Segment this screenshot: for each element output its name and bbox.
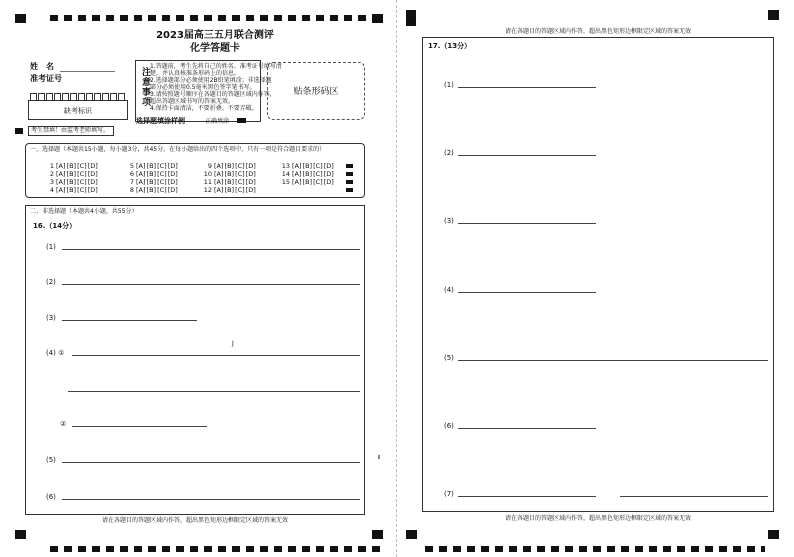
- answer-line[interactable]: [458, 223, 596, 224]
- notice-line: 超出答题区域书写的答案无效。: [150, 98, 235, 105]
- mc-question-number: 7: [129, 178, 134, 186]
- answer-line[interactable]: [72, 426, 207, 427]
- mc-option-bubble[interactable]: [D]: [87, 178, 98, 186]
- mc-option-bubble[interactable]: [A]: [214, 162, 224, 170]
- mc-option-bubble[interactable]: [D]: [167, 178, 178, 186]
- mc-option-bubble[interactable]: [B]: [146, 178, 157, 186]
- barcode-area: [267, 62, 365, 120]
- corner-mark: [15, 14, 26, 23]
- mc-question-number: 2: [49, 170, 54, 178]
- fill-example-mark: [237, 118, 246, 123]
- page-divider: [396, 0, 397, 557]
- absent-note-box: [28, 126, 114, 136]
- mc-option-bubble[interactable]: [D]: [323, 178, 334, 186]
- mc-option-bubble[interactable]: [C]: [157, 170, 167, 178]
- mc-option-bubble[interactable]: [B]: [146, 162, 157, 170]
- mc-question-row: [124, 178, 179, 186]
- mc-option-bubble[interactable]: [A]: [136, 178, 146, 186]
- q17-item-6: (6): [444, 422, 454, 430]
- mc-option-bubble[interactable]: [A]: [56, 162, 66, 170]
- corner-mark: [372, 530, 383, 539]
- q17-item-3: (3): [444, 217, 454, 225]
- q16-item-4b: ②: [60, 420, 67, 428]
- corner-mark: [768, 530, 779, 539]
- answer-line[interactable]: [62, 462, 360, 463]
- mc-question-row: [44, 170, 99, 178]
- notice-line: 部分必须使用0.5毫米黑色签字笔书写。: [150, 84, 256, 91]
- q16-item-3: (3): [46, 314, 56, 322]
- q17-item-2: (2): [444, 149, 454, 157]
- notice-line: 2.选择题部分必须使用2B铅笔填涂；非选择题: [150, 77, 272, 84]
- mc-option-bubble[interactable]: [A]: [292, 170, 302, 178]
- q16-item-2: (2): [46, 278, 56, 286]
- mc-question-number: 1: [49, 162, 54, 170]
- notice-heading: 注意事项: [140, 67, 150, 107]
- barcode-area-label: 贴条形码区: [293, 87, 339, 97]
- absent-label: 缺考标识: [64, 107, 92, 115]
- mc-option-bubble[interactable]: [C]: [157, 178, 167, 186]
- mc-option-bubble[interactable]: [D]: [87, 170, 98, 178]
- answer-line[interactable]: [458, 428, 596, 429]
- name-line[interactable]: [60, 71, 115, 72]
- mc-option-bubble[interactable]: [D]: [323, 170, 334, 178]
- mc-question-row: [44, 162, 99, 170]
- mc-question-row: [280, 162, 335, 170]
- mc-question-number: 4: [49, 186, 54, 194]
- right-header: 请在各题目的答题区域内作答，超出黑色矩形边框限定区域的答案无效: [504, 28, 691, 35]
- mc-question-number: 13: [281, 162, 290, 170]
- mc-question-row: [124, 170, 179, 178]
- mc-option-bubble[interactable]: [C]: [313, 170, 323, 178]
- mc-question-number: 10: [203, 170, 212, 178]
- mc-question-row: [280, 178, 335, 186]
- mc-option-bubble[interactable]: [A]: [136, 186, 146, 194]
- mc-option-bubble[interactable]: [C]: [157, 162, 167, 170]
- mc-question-row: [202, 170, 257, 178]
- answer-line[interactable]: [458, 292, 596, 293]
- mc-option-bubble[interactable]: [B]: [224, 170, 235, 178]
- q17-item-7: (7): [444, 490, 454, 498]
- mc-option-bubble[interactable]: [B]: [224, 186, 235, 194]
- answer-line[interactable]: [458, 155, 596, 156]
- mc-option-bubble[interactable]: [B]: [66, 162, 77, 170]
- q17-item-5: (5): [444, 354, 454, 362]
- q16-item-6: (6): [46, 493, 56, 501]
- mc-question-number: 14: [281, 170, 290, 178]
- mc-option-bubble[interactable]: [A]: [292, 162, 302, 170]
- bottom-dash-border-left: [50, 546, 380, 552]
- q16-section: [25, 205, 365, 515]
- q16-item-5: (5): [46, 456, 56, 464]
- mc-option-bubble[interactable]: [A]: [214, 170, 224, 178]
- q16-item-4: (4) ①: [46, 349, 65, 357]
- notice-line: 楚，并认真核准条形码上的信息。: [150, 70, 241, 77]
- mc-question-row: [280, 170, 335, 178]
- answer-line[interactable]: [62, 320, 197, 321]
- q16-item-1: (1): [46, 243, 56, 251]
- notice-box: [135, 60, 282, 122]
- q17-item-4: (4): [444, 286, 454, 294]
- mc-option-bubble[interactable]: [C]: [235, 186, 245, 194]
- name-label: 姓 名: [30, 62, 54, 71]
- top-dash-border-left: [50, 15, 380, 21]
- answer-line[interactable]: [620, 496, 768, 497]
- mc-option-bubble[interactable]: [C]: [235, 162, 245, 170]
- answer-line[interactable]: [72, 355, 360, 356]
- answer-line[interactable]: [62, 284, 360, 285]
- mc-option-bubble[interactable]: [D]: [167, 186, 178, 194]
- fill-example-right: 正确填涂: [205, 118, 230, 125]
- answer-line[interactable]: [62, 499, 360, 500]
- section2-title: 二、非选择题（本题共4小题，共55分）: [30, 208, 138, 215]
- mc-question-number: 12: [203, 186, 212, 194]
- mc-question-number: 11: [203, 178, 212, 186]
- answer-line[interactable]: [458, 360, 768, 361]
- notice-line: 1.答题前，考生先将自己的姓名、准考证号填写清: [150, 63, 282, 70]
- mc-option-bubble[interactable]: [C]: [77, 162, 87, 170]
- mc-option-bubble[interactable]: [B]: [66, 170, 77, 178]
- answer-line[interactable]: [458, 496, 596, 497]
- mc-option-bubble[interactable]: [D]: [323, 162, 334, 170]
- mc-option-bubble[interactable]: [C]: [313, 162, 323, 170]
- mc-option-bubble[interactable]: [A]: [56, 178, 66, 186]
- notice-line: 4.保持卡面清洁，不要折叠、不要弄破。: [150, 105, 258, 112]
- mc-question-row: [124, 186, 179, 194]
- mc-option-bubble[interactable]: [B]: [66, 178, 77, 186]
- right-footer: 请在各题目的答题区域内作答，超出黑色矩形边框限定区域的答案无效: [504, 515, 691, 522]
- corner-mark: [406, 10, 416, 26]
- mc-option-bubble[interactable]: [D]: [245, 186, 256, 194]
- mc-option-bubble[interactable]: [B]: [146, 170, 157, 178]
- absent-note: 考生禁填！由监考老师填写。: [31, 127, 110, 134]
- mc-option-bubble[interactable]: [C]: [77, 170, 87, 178]
- notice-text: [150, 63, 282, 112]
- mc-option-bubble[interactable]: [B]: [224, 162, 235, 170]
- mc-question-number: 5: [129, 162, 134, 170]
- notice-line: 3.请按照题号顺序在各题目的答题区域内作答，: [150, 91, 276, 98]
- q16-title: 16.（14分）: [33, 222, 77, 230]
- bottom-dash-border-right: [425, 546, 765, 552]
- mc-option-bubble[interactable]: [B]: [224, 178, 235, 186]
- corner-mark: [768, 10, 779, 20]
- corner-mark: [15, 530, 26, 539]
- mc-option-bubble[interactable]: [D]: [245, 178, 256, 186]
- mc-question-row: [202, 178, 257, 186]
- mc-question-row: [44, 186, 99, 194]
- mc-question-number: 15: [281, 178, 290, 186]
- mc-option-bubble[interactable]: [C]: [235, 170, 245, 178]
- mc-option-bubble[interactable]: [C]: [77, 178, 87, 186]
- mc-question-row: [124, 162, 179, 170]
- mc-option-bubble[interactable]: [D]: [167, 170, 178, 178]
- answer-line[interactable]: [458, 87, 596, 88]
- mc-option-bubble[interactable]: [A]: [292, 178, 302, 186]
- left-footer: 请在各题目的答题区域内作答，超出黑色矩形边框限定区域的答案无效: [101, 517, 288, 524]
- mc-option-bubble[interactable]: [D]: [87, 162, 98, 170]
- mc-question-number: 3: [49, 178, 54, 186]
- mc-question-row: [202, 186, 257, 194]
- mc-option-bubble[interactable]: [B]: [66, 186, 77, 194]
- mc-question-number: 9: [207, 162, 212, 170]
- mc-option-bubble[interactable]: [A]: [214, 186, 224, 194]
- corner-mark: [406, 530, 417, 539]
- page-title: 2023届高三五月联合测评: [156, 30, 274, 41]
- section1-title: 一、选择题（本题共15小题，每小题3分，共45分。在每小题给出的四个选项中，只有一项是符合题目要求的）: [30, 146, 326, 153]
- answer-line[interactable]: [62, 249, 360, 250]
- timing-mark: [346, 180, 353, 184]
- fill-example-label: 选择题填涂样例: [136, 117, 185, 125]
- mc-option-bubble[interactable]: [B]: [302, 162, 313, 170]
- mc-option-bubble[interactable]: [D]: [167, 162, 178, 170]
- mc-question-row: [202, 162, 257, 170]
- scan-speck: [378, 455, 380, 459]
- q17-item-1: (1): [444, 81, 454, 89]
- page-subtitle: 化学答题卡: [190, 43, 240, 54]
- mc-option-bubble[interactable]: [D]: [245, 162, 256, 170]
- stray-mark: J: [232, 340, 234, 347]
- mc-option-bubble[interactable]: [A]: [214, 178, 224, 186]
- mc-option-bubble[interactable]: [C]: [157, 186, 167, 194]
- mc-option-bubble[interactable]: [A]: [56, 170, 66, 178]
- timing-mark: [346, 188, 353, 192]
- mc-option-bubble[interactable]: [C]: [77, 186, 87, 194]
- mc-option-bubble[interactable]: [B]: [146, 186, 157, 194]
- mc-option-bubble[interactable]: [C]: [313, 178, 323, 186]
- mc-option-bubble[interactable]: [A]: [136, 170, 146, 178]
- exam-id-label: 准考证号: [30, 74, 62, 83]
- mc-option-bubble[interactable]: [D]: [87, 186, 98, 194]
- answer-line[interactable]: [68, 391, 360, 392]
- mc-option-bubble[interactable]: [C]: [235, 178, 245, 186]
- mc-option-bubble[interactable]: [A]: [136, 162, 146, 170]
- mc-option-bubble[interactable]: [A]: [56, 186, 66, 194]
- mc-option-bubble[interactable]: [D]: [245, 170, 256, 178]
- corner-mark: [372, 14, 383, 23]
- mc-question-number: 6: [129, 170, 134, 178]
- q17-title: 17.（13分）: [428, 42, 472, 50]
- timing-mark: [346, 172, 353, 176]
- alignment-mark: [15, 128, 23, 134]
- timing-mark: [346, 164, 353, 168]
- mc-question-number: 8: [129, 186, 134, 194]
- mc-option-bubble[interactable]: [B]: [302, 170, 313, 178]
- mc-question-row: [44, 178, 99, 186]
- q17-section: [422, 37, 774, 512]
- absent-box[interactable]: [28, 100, 128, 120]
- mc-option-bubble[interactable]: [B]: [302, 178, 313, 186]
